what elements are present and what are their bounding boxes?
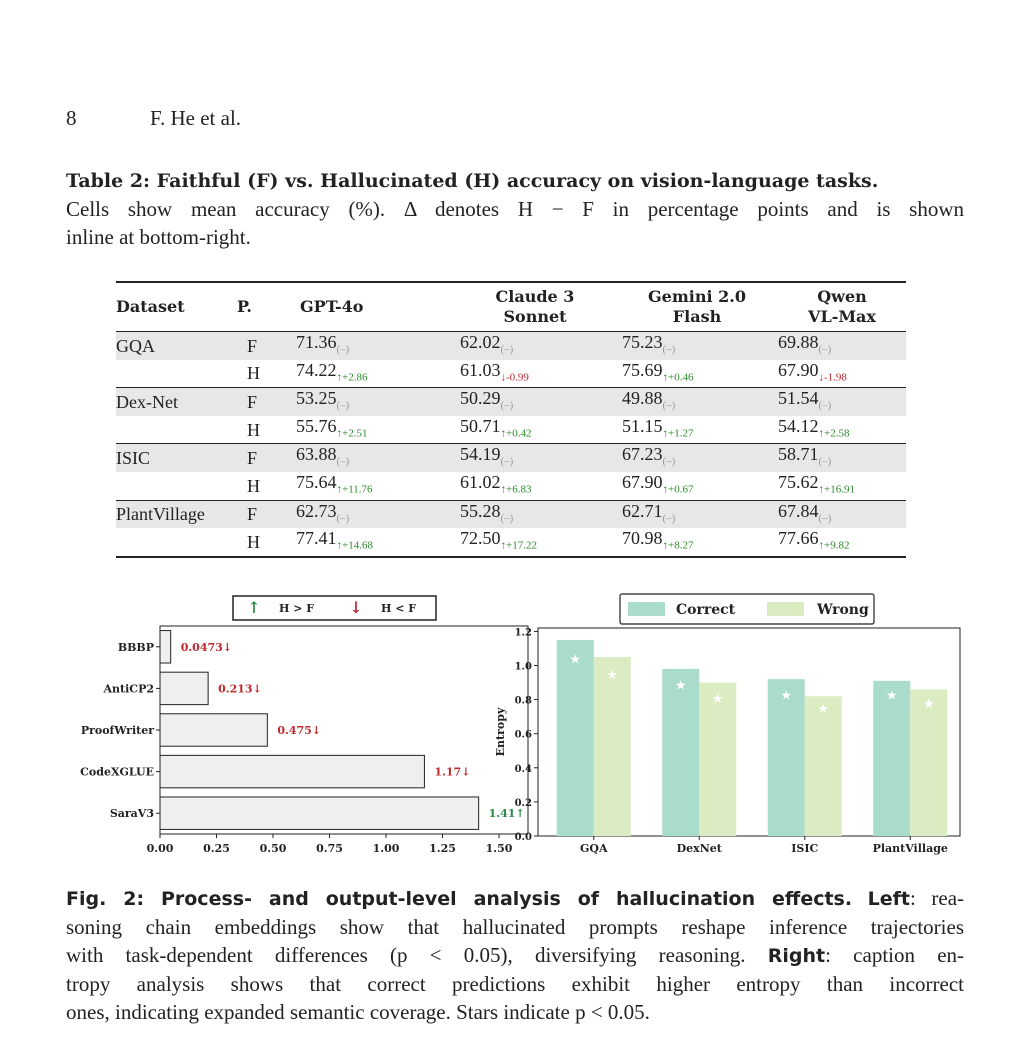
col-header-dataset: Dataset (116, 297, 185, 316)
accuracy-cell (454, 388, 616, 416)
delta-value: (–) (662, 455, 676, 468)
prompt-cell: F (237, 444, 290, 472)
accuracy-value: 63.88 (296, 444, 337, 465)
figure-caption (66, 884, 964, 1026)
accuracy-cell (778, 388, 906, 416)
figure-2 (60, 590, 980, 865)
accuracy-cell (290, 360, 454, 388)
prompt-cell: H (237, 472, 290, 500)
accuracy-cell (290, 416, 454, 444)
col-header-qwen (778, 282, 906, 332)
delta-value: ↑+9.82 (818, 539, 850, 552)
legend-label: Correct (676, 602, 736, 618)
right-legend (620, 594, 874, 624)
legend-label: Wrong (817, 602, 869, 618)
delta-value: ↑+1.27 (662, 427, 694, 440)
accuracy-value: 54.12 (778, 415, 819, 436)
y-tick-label: CodeXGLUE (80, 765, 154, 779)
fig-caption-line3-rest: : caption en- (825, 943, 965, 967)
accuracy-value: 67.23 (622, 444, 663, 465)
accuracy-cell (454, 416, 616, 444)
prompt-cell: H (237, 416, 290, 444)
col-header-gemini-l2: Flash (672, 307, 722, 326)
delta-value: (–) (662, 399, 676, 412)
accuracy-cell (290, 500, 454, 528)
fig-caption-line1: : rea- (910, 886, 965, 910)
prompt-cell: F (237, 388, 290, 416)
col-header-gemini-l1: Gemini 2.0 (648, 287, 746, 306)
table-caption-text-1: Cells show mean accuracy (%). Δ denotes H − F in percentage points and is shown (66, 197, 964, 221)
delta-value: ↑+0.46 (662, 371, 694, 384)
delta-value: (–) (336, 343, 350, 356)
y-tick-label: 1.0 (514, 661, 532, 673)
table-row (116, 528, 906, 557)
bar (160, 714, 267, 746)
accuracy-cell (290, 388, 454, 416)
accuracy-value: 71.36 (296, 332, 337, 352)
y-tick-label: AntiCP2 (103, 682, 154, 696)
legend-swatch (628, 602, 665, 616)
page-number: 8 (66, 106, 77, 130)
dataset-cell: GQA (116, 332, 237, 360)
left-legend (233, 596, 436, 620)
delta-value: ↓-0.99 (500, 371, 529, 384)
accuracy-cell (290, 444, 454, 472)
accuracy-value: 67.84 (778, 500, 819, 521)
y-tick-label: BBBP (117, 640, 154, 654)
fig-caption-left-label: Left (867, 888, 910, 910)
right-chart (494, 594, 960, 855)
delta-value: ↑+0.42 (500, 427, 532, 440)
prompt-cell: F (237, 332, 290, 360)
delta-value: ↑+2.86 (336, 371, 368, 384)
running-head: F. He et al. (150, 106, 242, 130)
dataset-cell (116, 528, 237, 557)
dataset-cell (116, 416, 237, 444)
y-tick-label: 0.0 (514, 832, 532, 843)
value-label: 0.0473↓ (180, 640, 233, 654)
accuracy-cell (778, 528, 906, 557)
bar (594, 657, 631, 836)
fig-caption-line4: tropy analysis shows that correct predictions exhibit higher entropy than incorrect (66, 972, 964, 996)
accuracy-value: 77.66 (778, 528, 819, 549)
x-tick-label: 1.25 (429, 842, 456, 855)
x-tick-label: 0.25 (203, 842, 230, 855)
x-tick-label: PlantVillage (872, 842, 948, 855)
y-tick-label: 1.2 (514, 627, 532, 639)
delta-value: ↑+11.76 (336, 483, 373, 496)
accuracy-cell (616, 444, 778, 472)
delta-value: (–) (500, 512, 514, 525)
col-header-qwen-l2: VL-Max (808, 307, 876, 326)
accuracy-cell (454, 528, 616, 557)
star-icon: ★ (885, 688, 898, 704)
accuracy-cell (616, 360, 778, 388)
delta-value: (–) (336, 455, 350, 468)
accuracy-value: 69.88 (778, 332, 819, 352)
col-header-prompt: P. (237, 297, 252, 316)
star-icon: ★ (817, 702, 830, 718)
accuracy-cell (616, 528, 778, 557)
accuracy-value: 55.28 (460, 500, 501, 521)
delta-value: ↑+2.58 (818, 427, 850, 440)
y-tick-label: 0.8 (514, 695, 532, 707)
col-header-claude-l1: Claude 3 (495, 287, 575, 306)
delta-value: (–) (500, 399, 514, 412)
bar (557, 640, 594, 836)
bar (873, 681, 910, 836)
delta-value: ↑+8.27 (662, 539, 694, 552)
accuracy-cell (454, 472, 616, 500)
delta-value: (–) (500, 455, 514, 468)
accuracy-cell (778, 500, 906, 528)
y-tick-label: 0.6 (514, 729, 532, 741)
accuracy-cell (290, 332, 454, 360)
delta-value: (–) (818, 512, 832, 525)
star-icon: ★ (780, 688, 793, 704)
table-row (116, 388, 906, 416)
delta-value: ↑+2.51 (336, 427, 368, 440)
delta-value: (–) (818, 399, 832, 412)
dataset-cell: PlantVillage (116, 500, 237, 528)
accuracy-cell (616, 332, 778, 360)
delta-value: (–) (818, 455, 832, 468)
delta-value: ↑+17.22 (500, 539, 537, 552)
table-row (116, 332, 906, 360)
star-icon: ★ (922, 697, 935, 713)
accuracy-cell (778, 360, 906, 388)
value-label: 1.17↓ (434, 765, 471, 779)
col-header-qwen-l1: Qwen (817, 287, 867, 306)
delta-value: (–) (662, 343, 676, 356)
x-tick-label: 1.00 (372, 842, 400, 855)
table-row (116, 500, 906, 528)
accuracy-value: 49.88 (622, 388, 663, 409)
accuracy-value: 62.73 (296, 500, 337, 521)
x-tick-label: GQA (579, 842, 608, 855)
y-tick-label: SaraV3 (109, 807, 154, 821)
y-tick-label: 0.4 (514, 763, 532, 775)
accuracy-cell (778, 444, 906, 472)
accuracy-value: 75.23 (622, 332, 663, 352)
accuracy-value: 67.90 (622, 471, 663, 492)
star-icon: ★ (674, 678, 687, 694)
accuracy-value: 74.22 (296, 359, 337, 380)
col-header-gemini (616, 282, 778, 332)
accuracy-cell (616, 500, 778, 528)
fig-caption-line5: ones, indicating expanded semantic coverage. Stars indicate p < 0.05. (66, 1000, 650, 1024)
bar (160, 797, 479, 829)
accuracy-cell (778, 472, 906, 500)
accuracy-cell (454, 444, 616, 472)
accuracy-value: 75.69 (622, 359, 663, 380)
accuracy-value: 51.15 (622, 415, 663, 436)
dataset-cell: ISIC (116, 444, 237, 472)
accuracy-cell (290, 472, 454, 500)
fig-caption-label: Fig. 2: Process- and output-level analysis of hallucination effects. (66, 888, 853, 910)
accuracy-value: 61.02 (460, 471, 501, 492)
x-tick-label: DexNet (676, 842, 722, 855)
delta-value: (–) (662, 512, 676, 525)
up-arrow-icon: ↑ (247, 598, 261, 617)
prompt-cell: H (237, 360, 290, 388)
delta-value: ↑+16.91 (818, 483, 855, 496)
star-icon: ★ (606, 668, 619, 684)
value-label: 1.41↑ (488, 807, 525, 821)
bar (160, 631, 171, 663)
accuracy-cell (454, 500, 616, 528)
accuracy-value: 75.64 (296, 471, 337, 492)
accuracy-value: 53.25 (296, 388, 337, 409)
accuracy-cell (290, 528, 454, 557)
legend-swatch (767, 602, 804, 616)
x-tick-label: 0.00 (146, 842, 174, 855)
bar (160, 672, 208, 704)
table-row (116, 444, 906, 472)
table-row (116, 360, 906, 388)
accuracy-value: 75.62 (778, 471, 819, 492)
table-caption (66, 166, 964, 251)
accuracy-cell (778, 332, 906, 360)
x-tick-label: 0.75 (316, 842, 343, 855)
delta-value: ↑+0.67 (662, 483, 694, 496)
results-table (116, 281, 906, 558)
accuracy-value: 62.02 (460, 332, 501, 352)
col-header-gpt4o: GPT-4o (300, 297, 364, 316)
accuracy-value: 58.71 (778, 444, 819, 465)
dataset-cell (116, 472, 237, 500)
accuracy-value: 55.76 (296, 415, 337, 436)
accuracy-cell (616, 416, 778, 444)
accuracy-value: 51.54 (778, 388, 819, 409)
fig-caption-line3: with task-dependent differences (p < 0.05), diversifying reasoning. (66, 943, 746, 967)
accuracy-value: 77.41 (296, 528, 337, 549)
accuracy-value: 72.50 (460, 528, 501, 549)
legend-label: H < F (381, 602, 417, 615)
table-row (116, 472, 906, 500)
y-tick-label: 0.2 (514, 797, 532, 809)
value-label: 0.475↓ (277, 724, 322, 737)
down-arrow-icon: ↓ (349, 598, 363, 617)
bar (805, 696, 842, 836)
accuracy-value: 54.19 (460, 444, 501, 465)
delta-value: (–) (500, 343, 514, 356)
bar (662, 669, 699, 836)
accuracy-value: 50.29 (460, 388, 501, 409)
x-tick-label: 1.50 (485, 842, 513, 855)
x-tick-label: ISIC (791, 842, 819, 855)
accuracy-cell (616, 472, 778, 500)
table-caption-text-2: inline at bottom-right. (66, 225, 251, 249)
delta-value: (–) (336, 512, 350, 525)
left-chart (80, 596, 528, 855)
col-header-claude (454, 282, 616, 332)
prompt-cell: H (237, 528, 290, 557)
star-icon: ★ (711, 691, 724, 707)
accuracy-value: 50.71 (460, 415, 501, 436)
y-tick-label: ProofWriter (80, 724, 154, 737)
x-tick-label: 0.50 (259, 842, 287, 855)
fig-caption-line2: soning chain embeddings show that hallucinated prompts reshape inference trajectories (66, 915, 964, 939)
accuracy-cell (778, 416, 906, 444)
accuracy-value: 67.90 (778, 359, 819, 380)
delta-value: (–) (818, 343, 832, 356)
accuracy-cell (454, 360, 616, 388)
delta-value: ↑+14.68 (336, 539, 373, 552)
delta-value: (–) (336, 399, 350, 412)
legend-label: H > F (279, 602, 315, 615)
prompt-cell: F (237, 500, 290, 528)
table-caption-label: Table 2: Faithful (F) vs. Hallucinated (H) accuracy on vision-language tasks. (66, 170, 879, 192)
y-axis-label: Entropy (494, 707, 507, 757)
dataset-cell: Dex-Net (116, 388, 237, 416)
delta-value: ↑+6.83 (500, 483, 532, 496)
accuracy-cell (454, 332, 616, 360)
table-row (116, 416, 906, 444)
col-header-claude-l2: Sonnet (503, 307, 567, 326)
fig-caption-right-label: Right (767, 945, 826, 967)
bar (160, 755, 424, 787)
value-label: 0.213↓ (218, 682, 262, 696)
accuracy-value: 61.03 (460, 359, 501, 380)
accuracy-cell (616, 388, 778, 416)
dataset-cell (116, 360, 237, 388)
accuracy-value: 62.71 (622, 500, 663, 521)
accuracy-value: 70.98 (622, 528, 663, 549)
delta-value: ↓-1.98 (818, 371, 847, 384)
star-icon: ★ (569, 652, 582, 668)
